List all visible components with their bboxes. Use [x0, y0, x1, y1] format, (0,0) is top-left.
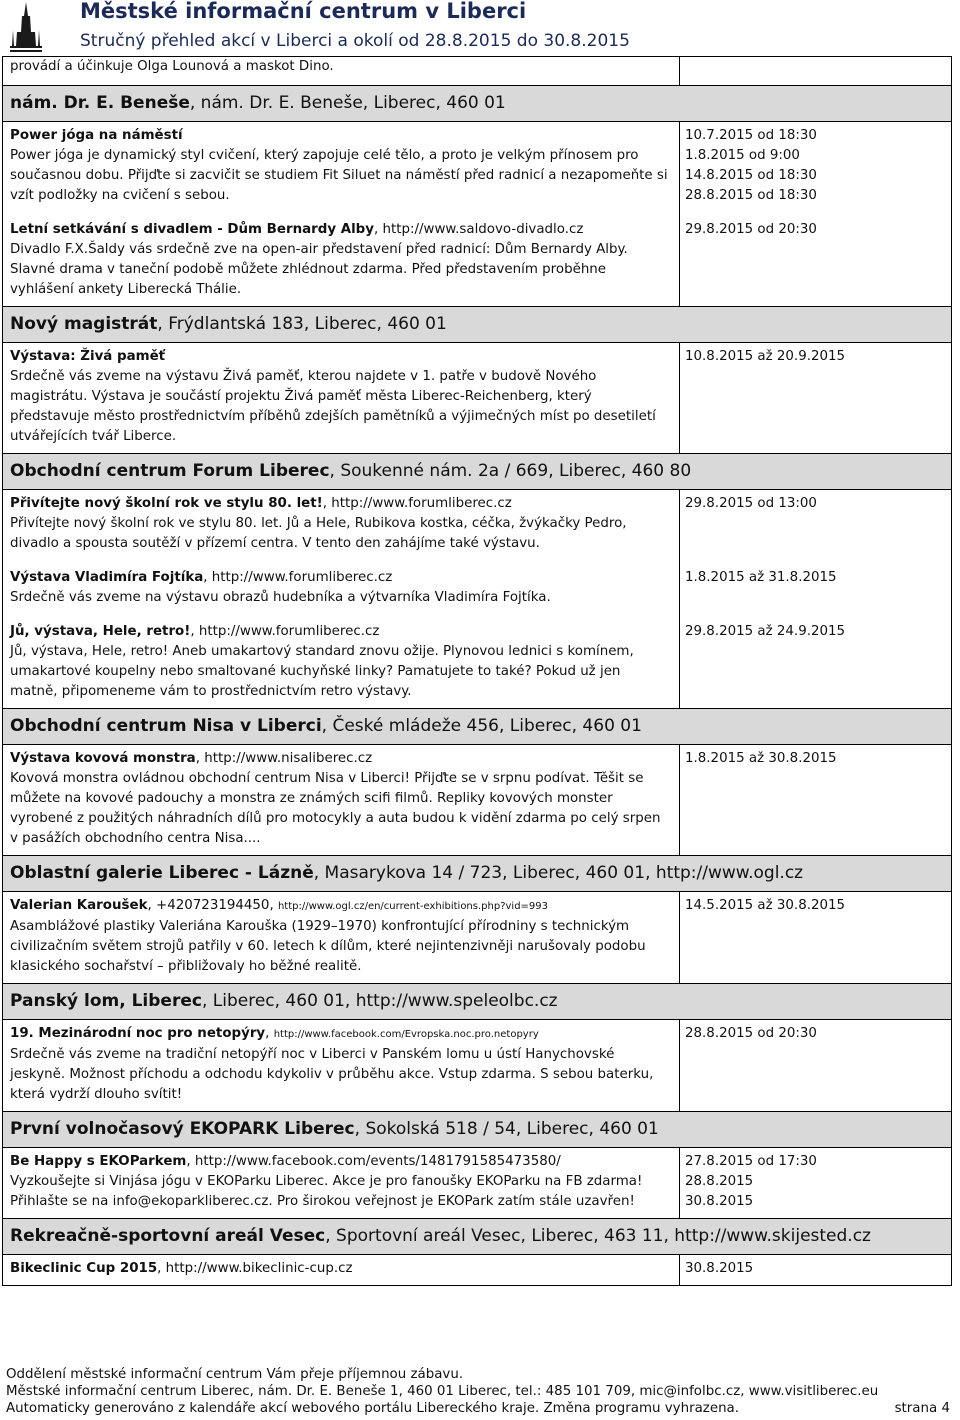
event-link[interactable]: , http://www.forumliberec.cz [322, 496, 512, 511]
event-item [10, 494, 672, 554]
page-header [0, 0, 960, 56]
location-header: nám. Dr. E. Beneše, nám. Dr. E. Beneše, Liberec, 460 01 [3, 86, 952, 122]
event-dates-cell [680, 745, 952, 856]
events-table [2, 56, 952, 1286]
event-description: Srdečně vás zveme na tradiční netopýří noc v Liberci v Panském lomu u ústí Hanychovské jeskyně. Možnost příchodu a odchodu kdykoliv v průběhu akce. Vstup zdarma. S sebou baterku, která vydrží dlouho svítit! [10, 1047, 654, 1102]
event-title: Výstava: Živá paměť [10, 349, 166, 364]
event-link[interactable]: http://www.facebook.com/Evropska.noc.pro.netopyry [273, 1029, 539, 1040]
location-header: Panský lom, Liberec, Liberec, 460 01, http://www.speleolbc.cz [3, 984, 952, 1020]
event-row [3, 343, 952, 454]
event-date: 29.8.2015 až 24.9.2015 [685, 624, 846, 639]
event-title: Přivítejte nový školní rok ve stylu 80. let!, http://www.forumliberec.cz [10, 496, 512, 511]
event-dates-cell [680, 122, 952, 307]
event-description: Vyzkoušejte si Vinjása jógu v EKOParku Liberec. Akce je pro fanoušky EKOParku na FB zdarma! Přihlašte se na info@ekoparkliberec.cz. Pro širokou veřejnost je EKOPark zatím stále uzavřen! [10, 1174, 643, 1209]
event-title: Výstava Vladimíra Fojtíka, http://www.forumliberec.cz [10, 570, 393, 585]
event-date: 14.5.2015 až 30.8.2015 [685, 898, 846, 913]
event-link[interactable]: , http://www.saldovo-divadlo.cz [373, 222, 584, 237]
event-date: 30.8.2015 [685, 1194, 754, 1209]
event-description: Jů, výstava, Hele, retro! Aneb umakartový standard znovu ožije. Plynovou lednici s komínem, umakartové koupelny nebo smaltované kuchyňské linky? Pamatujete to také? Pokud už jen matně, připomeneme vám to prostřednictvím retro výstavy. [10, 644, 634, 699]
event-cell [3, 1020, 680, 1112]
event-title: Jů, výstava, Hele, retro!, http://www.forumliberec.cz [10, 624, 380, 639]
page-subtitle: Stručný přehled akcí v Liberci a okolí od 28.8.2015 do 30.8.2015 [80, 31, 630, 51]
event-description: Power jóga je dynamický styl cvičení, který zapojuje celé tělo, a proto je velkým přínosem pro současnou dobu. Přijďte si zacvičit se studiem Fit Siluet na náměstí před radnicí a nezapomeňte si vzít podložky na cvičení s sebou. [10, 148, 668, 203]
event-date: 1.8.2015 od 9:00 [685, 148, 800, 163]
town-hall-logo-icon [4, 2, 48, 52]
event-dates-cell [680, 1255, 952, 1286]
footer-disclaimer: Automaticky generováno z kalendáře akcí webového portálu Libereckého kraje. Změna programu vyhrazena. [6, 1401, 740, 1416]
event-description: Srdečně vás zveme na výstavu Živá paměť, kterou najdete v 1. patře v budově Nového magistrátu. Výstava je součástí projektu Živá paměť města Liberec-Reichenberg, který představuje město prostřednictvím příběhů zdejších pamětníků a výjimečných míst po desetiletí utvářejících tvář Liberce. [10, 369, 656, 444]
event-date: 27.8.2015 od 17:30 [685, 1154, 817, 1169]
location-row [3, 1112, 952, 1148]
event-description: Kovová monstra ovládnou obchodní centrum Nisa v Liberci! Přijďte se v srpnu podívat. Těšit se můžete na kovové padouchy a monstra ze známých scifi filmů. Repliky kovových monster vyrobené z použitých náhradních dílů pro motocykly a auta budou k vidění zdarma po celý srpen v pasážích obchodního centra Nisa.... [10, 771, 661, 846]
page-number: strana 4 [894, 1401, 950, 1416]
event-date: 28.8.2015 [685, 1174, 754, 1189]
event-title: Bikeclinic Cup 2015, http://www.bikeclinic-cup.cz [10, 1261, 353, 1276]
event-date: 29.8.2015 od 20:30 [685, 222, 817, 237]
event-link[interactable]: , http://www.forumliberec.cz [203, 570, 393, 585]
location-row [3, 856, 952, 892]
location-header: Rekreačně-sportovní areál Vesec, Sportovní areál Vesec, Liberec, 463 11, http://www.skijested.cz [3, 1219, 952, 1255]
location-row [3, 86, 952, 122]
event-cell [3, 490, 680, 709]
event-date: 28.8.2015 od 20:30 [685, 1026, 817, 1041]
event-row [3, 1255, 952, 1286]
event-cell [3, 892, 680, 984]
event-date: 1.8.2015 až 31.8.2015 [685, 570, 837, 585]
events-listing [0, 56, 960, 1286]
event-link[interactable]: , http://www.bikeclinic-cup.cz [157, 1261, 353, 1276]
event-title: 19. Mezinárodní noc pro netopýry, http://www.facebook.com/Evropska.noc.pro.netopyry [10, 1026, 539, 1041]
event-dates-cell [680, 490, 952, 709]
location-row [3, 454, 952, 490]
location-row [3, 1219, 952, 1255]
event-date: 14.8.2015 od 18:30 [685, 168, 817, 183]
location-header: Obchodní centrum Forum Liberec, Soukenné nám. 2a / 669, Liberec, 460 80 [3, 454, 952, 490]
event-title: Letní setkávání s divadlem - Dům Bernardy Alby, http://www.saldovo-divadlo.cz [10, 222, 584, 237]
event-row [3, 745, 952, 856]
event-date: 30.8.2015 [685, 1261, 754, 1276]
event-item [10, 568, 672, 608]
event-row [3, 1020, 952, 1112]
event-date: 1.8.2015 až 30.8.2015 [685, 751, 837, 766]
event-date: 10.8.2015 až 20.9.2015 [685, 349, 846, 364]
event-title: Be Happy s EKOParkem, http://www.facebook.com/events/1481791585473580/ [10, 1154, 561, 1169]
event-dates-cell [680, 1148, 952, 1219]
event-title: Valerian Karoušek, +420723194450, http://www.ogl.cz/en/current-exhibitions.php?vid=993 [10, 898, 549, 913]
event-dates-cell [680, 892, 952, 984]
event-date: 10.7.2015 od 18:30 [685, 128, 817, 143]
event-description: Srdečně vás zveme na výstavu obrazů hudebníka a výtvarníka Vladimíra Fojtíka. [10, 590, 551, 605]
event-item [10, 622, 672, 702]
event-description: Asamblážové plastiky Valeriána Karouška (1929–1970) konfrontující přírodniny s technickým civilizačním světem strojů patřily v 60. letech k dílům, které nejintenzivněji narušovaly podobu klasického sochařství – přibližovaly ho běžné realitě. [10, 919, 646, 974]
event-date: 29.8.2015 od 13:00 [685, 496, 817, 511]
location-header: První volnočasový EKOPARK Liberec, Sokolská 518 / 54, Liberec, 460 01 [3, 1112, 952, 1148]
event-title: Výstava kovová monstra, http://www.nisaliberec.cz [10, 751, 373, 766]
location-row [3, 709, 952, 745]
location-header: Obchodní centrum Nisa v Liberci, České mládeže 456, Liberec, 460 01 [3, 709, 952, 745]
event-row [3, 122, 952, 307]
page-footer [6, 1366, 954, 1417]
event-description: Divadlo F.X.Šaldy vás srdečně zve na open-air představení před radnicí: Dům Bernardy Alby. Slavné drama v taneční podobě můžete zhlédnout zdarma. Před představením proběhne vyhlášení ankety Liberecká Thálie. [10, 242, 628, 297]
event-item [10, 220, 672, 300]
continued-date-cell [680, 57, 952, 86]
location-row [3, 984, 952, 1020]
event-link[interactable]: , http://www.forumliberec.cz [190, 624, 380, 639]
location-row [3, 307, 952, 343]
continued-row [3, 57, 952, 86]
event-cell [3, 1255, 680, 1286]
footer-greeting: Oddělení městské informační centrum Vám přeje příjemnou zábavu. [6, 1367, 464, 1382]
event-cell [3, 343, 680, 454]
event-row [3, 1148, 952, 1219]
page-title: Městské informační centrum v Liberci [80, 0, 527, 23]
location-header: Nový magistrát, Frýdlantská 183, Liberec, 460 01 [3, 307, 952, 343]
event-cell [3, 1148, 680, 1219]
event-link[interactable]: , http://www.nisaliberec.cz [195, 751, 373, 766]
event-title: Power jóga na náměstí [10, 128, 183, 143]
event-description: Přivítejte nový školní rok ve stylu 80. let. Jů a Hele, Rubikova kostka, céčka, žvýkačky Pedro, divadlo a spousta soutěží v přízemí centra. V tento den zahájíme také výstavu. [10, 516, 627, 551]
event-link[interactable]: http://www.ogl.cz/en/current-exhibitions.php?vid=993 [277, 901, 549, 912]
event-dates-cell [680, 1020, 952, 1112]
continued-text: provádí a účinkuje Olga Lounová a maskot Dino. [3, 57, 680, 86]
event-date: 28.8.2015 od 18:30 [685, 188, 817, 203]
event-row [3, 490, 952, 709]
event-link[interactable]: , http://www.facebook.com/events/1481791585473580/ [186, 1154, 561, 1169]
event-item [10, 126, 672, 206]
event-cell [3, 122, 680, 307]
event-cell [3, 745, 680, 856]
location-header: Oblastní galerie Liberec - Lázně, Masarykova 14 / 723, Liberec, 460 01, http://www.ogl.cz [3, 856, 952, 892]
footer-contact: Městské informační centrum Liberec, nám. Dr. E. Beneše 1, 460 01 Liberec, tel.: 485 101 709, mic@infolbc.cz, www.visitliberec.eu [6, 1384, 879, 1399]
event-row [3, 892, 952, 984]
event-dates-cell [680, 343, 952, 454]
